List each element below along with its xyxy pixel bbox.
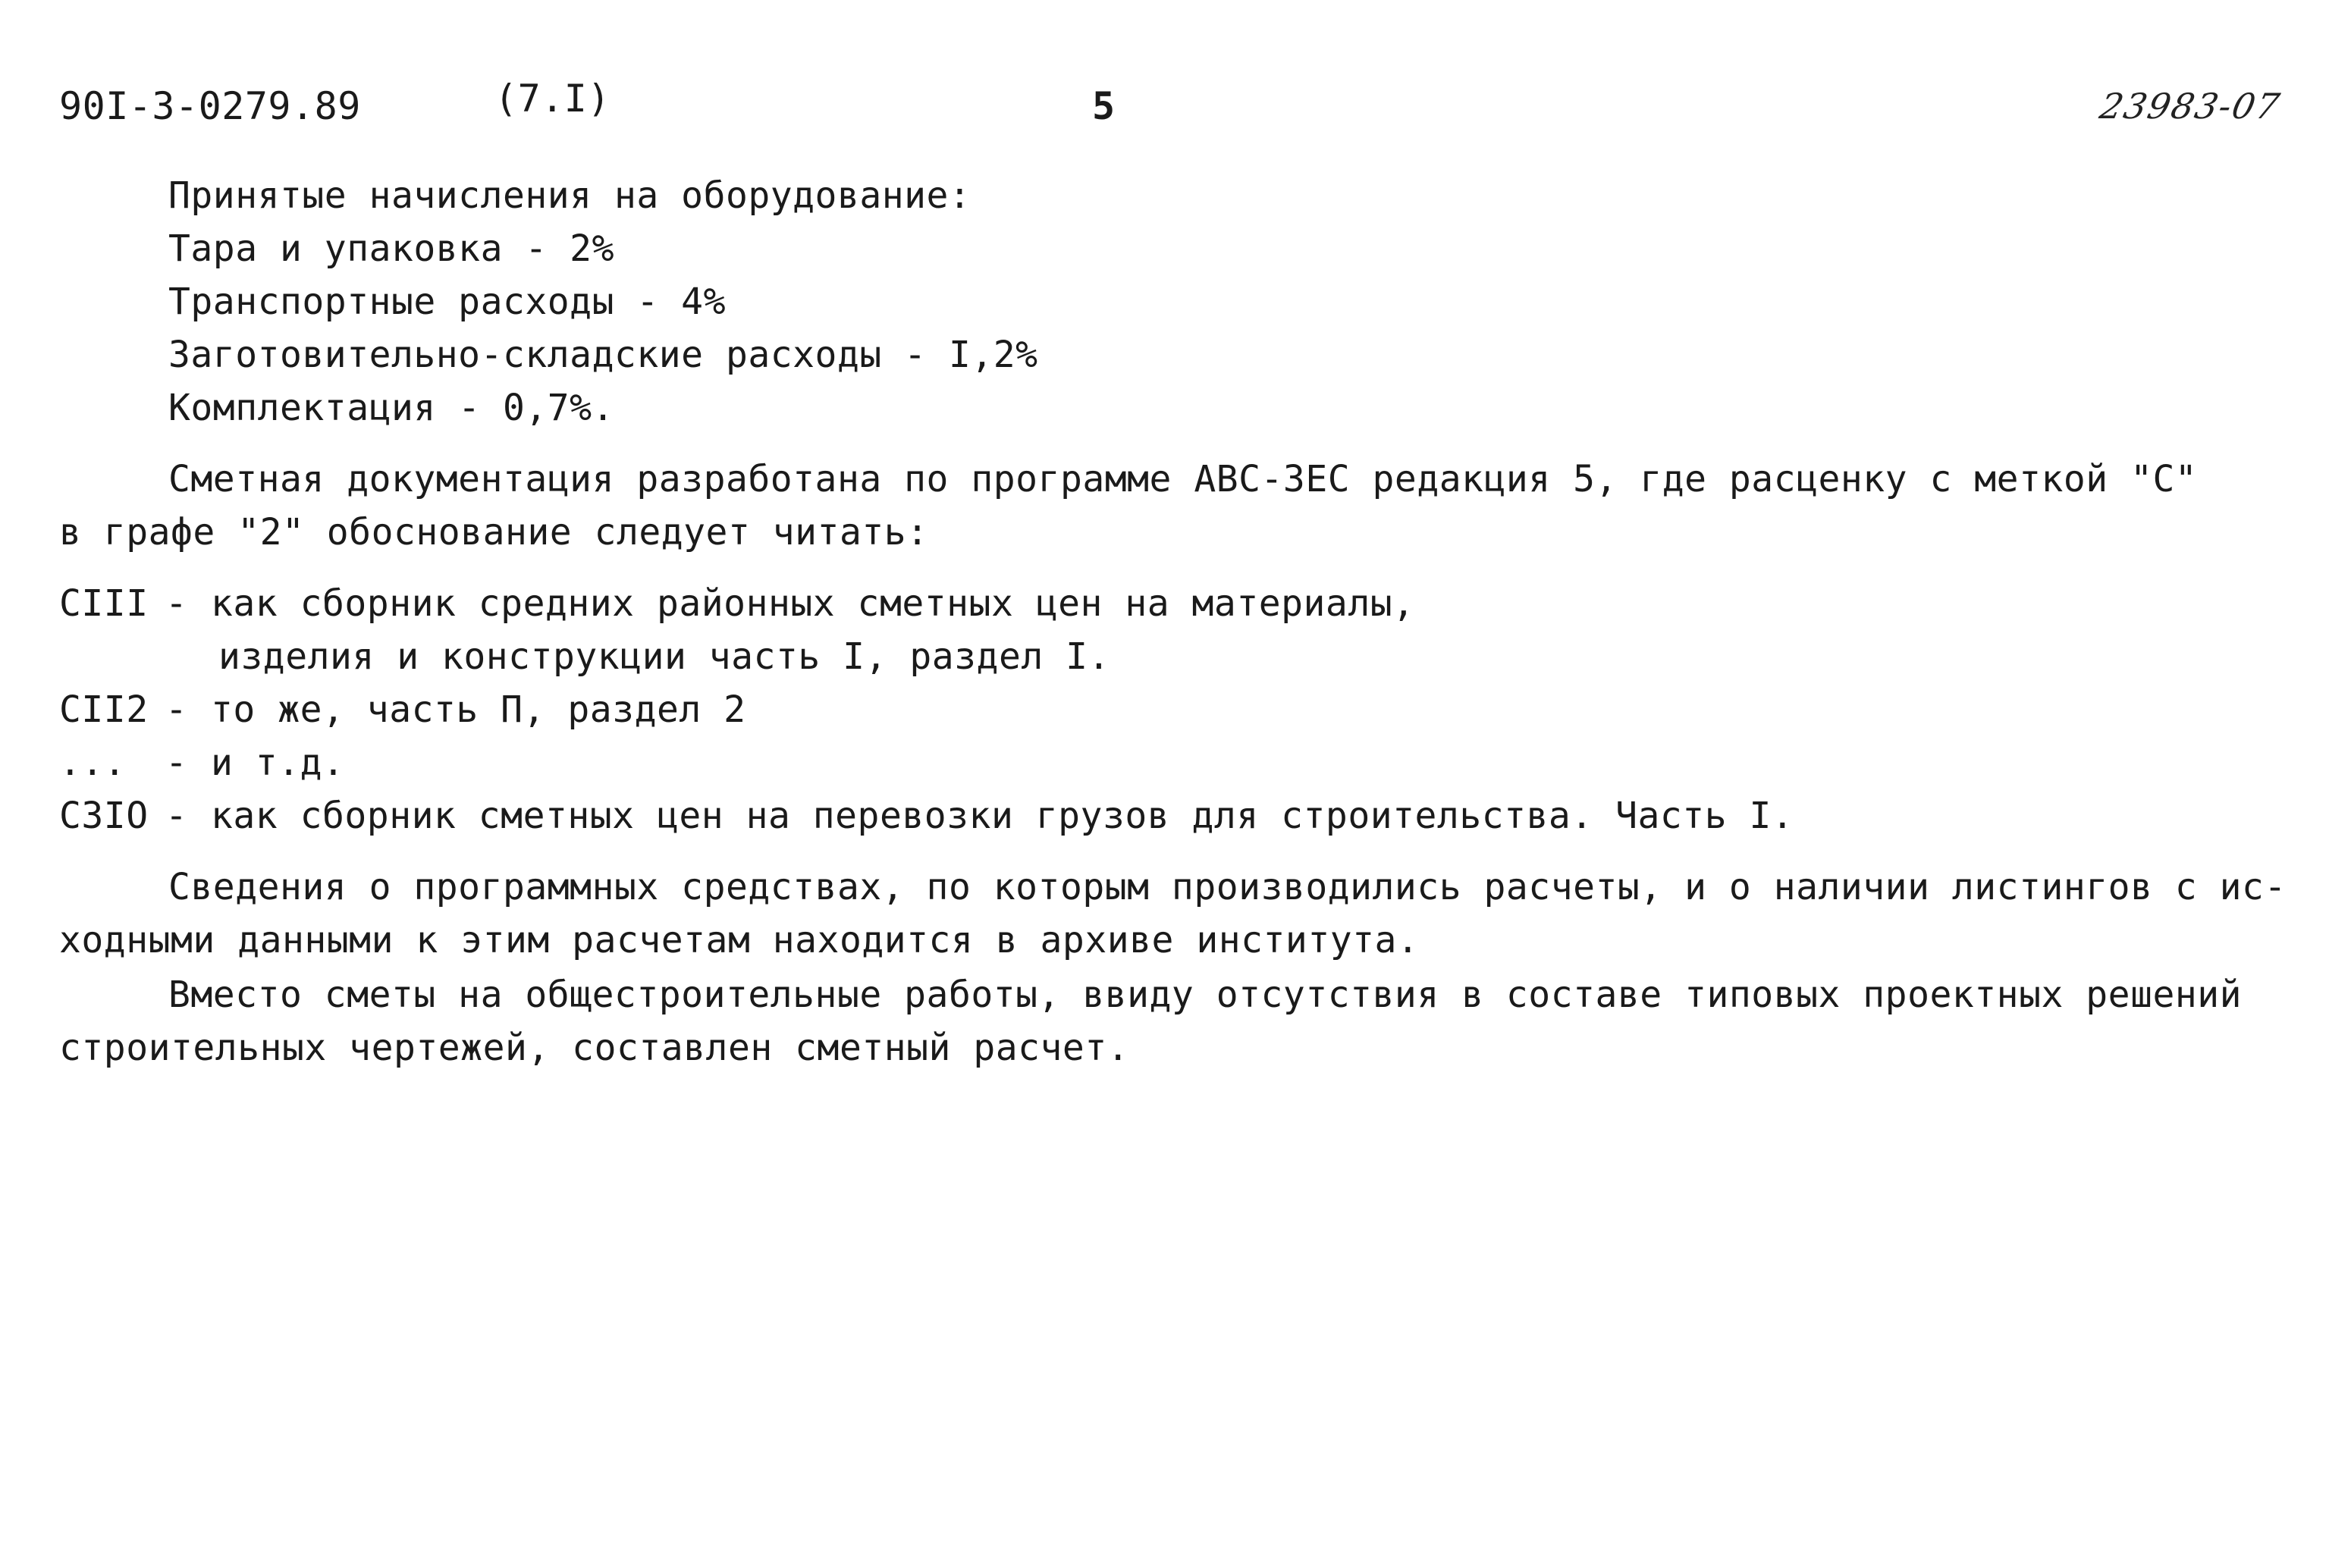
code-dash: -	[165, 688, 188, 731]
charge-item: Заготовительно-складские расходы - I,2%	[168, 334, 1038, 376]
archive-paragraph-line: ходными данными к этим расчетам находится в архиве института.	[59, 919, 1420, 961]
charge-item: Комплектация - 0,7%.	[168, 387, 614, 429]
charges-title: Принятые начисления на оборудование:	[168, 174, 971, 217]
page-number: 5	[1092, 84, 1116, 128]
archive-paragraph-line: Сведения о программных средствах, по которым производились расчеты, и о наличии листингов с ис-	[168, 866, 2287, 908]
doc-number: 90I-3-0279.89	[59, 84, 361, 128]
charge-item: Транспортные расходы - 4%	[168, 281, 726, 323]
code-dash: -	[165, 582, 188, 625]
section-number: (7.I)	[494, 77, 611, 121]
code-description-continuation: изделия и конструкции часть I, раздел I.	[218, 635, 1110, 678]
software-paragraph-line: в графе "2" обоснование следует читать:	[59, 511, 929, 554]
code-description: как сборник сметных цен на перевозки грузов для строительства. Часть I.	[211, 795, 1794, 837]
charge-item: Тара и упаковка - 2%	[168, 227, 614, 270]
code-label: ...	[59, 742, 127, 784]
code-label: C3IO	[59, 795, 149, 837]
code-description: как сборник средних районных сметных цен на материалы,	[211, 582, 1415, 625]
software-paragraph-line: Сметная документация разработана по программе АВС-ЗЕС редакция 5, где расценку с меткой "С"	[168, 458, 2198, 500]
estimate-paragraph-line: строительных чертежей, составлен сметный расчет.	[59, 1027, 1130, 1069]
code-description: и т.д.	[211, 742, 345, 784]
code-label: CII2	[59, 688, 149, 731]
estimate-paragraph-line: Вместо сметы на общестроительные работы, ввиду отсутствия в составе типовых проектных решений	[168, 974, 2243, 1016]
inventory-number: 23983-07	[2096, 86, 2285, 127]
code-dash: -	[165, 795, 188, 837]
code-dash: -	[165, 742, 188, 784]
code-description: то же, часть П, раздел 2	[211, 688, 746, 731]
code-label: CIII	[59, 582, 149, 625]
